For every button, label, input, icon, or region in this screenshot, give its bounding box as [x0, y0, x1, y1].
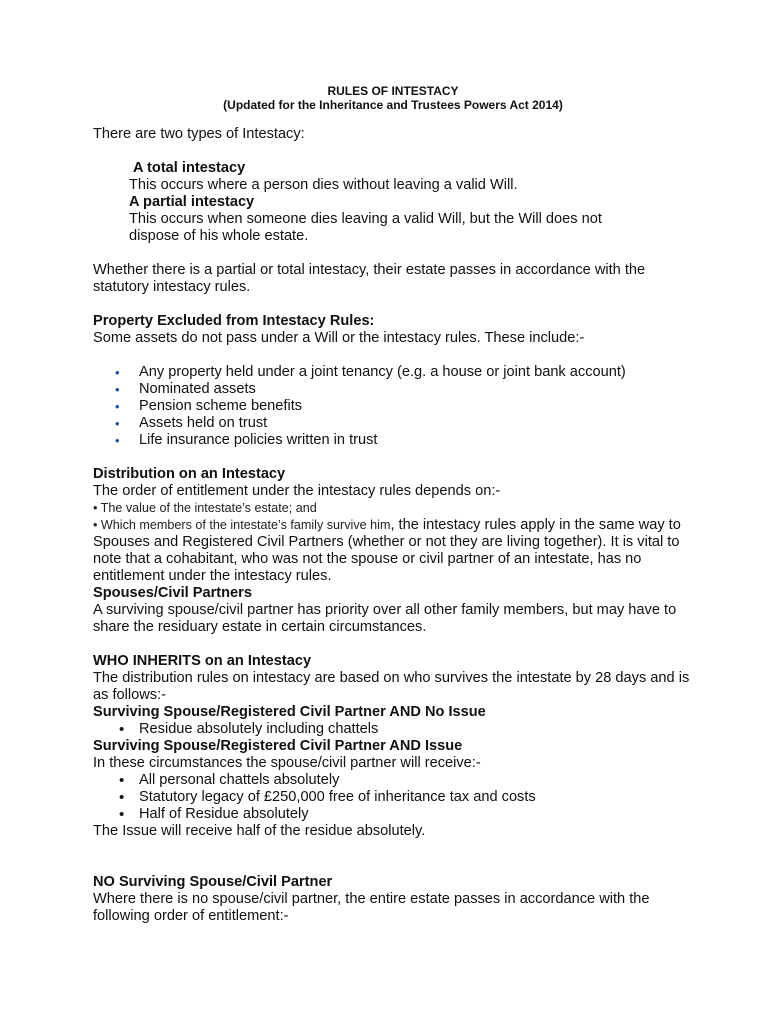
total-intestacy-heading: A total intestacy [133, 160, 246, 176]
issue-heading: Surviving Spouse/Registered Civil Partner AND Issue [93, 738, 463, 754]
spouses-heading: Spouses/Civil Partners [93, 585, 252, 601]
list-item: • Any property held under a joint tenancy (e.g. a house or joint bank account) [93, 364, 693, 381]
distribution-heading: Distribution on an Intestacy [93, 466, 286, 482]
distribution-bullet-value: • The value of the intestate’s estate; and [93, 501, 317, 515]
no-issue-list [93, 721, 693, 738]
distribution-bullet-family [93, 517, 693, 585]
issue-text: In these circumstances the spouse/civil partner will receive:- [93, 755, 481, 771]
list-item: • Half of Residue absolutely [93, 806, 693, 823]
total-intestacy-text: This occurs where a person dies without leaving a valid Will. [129, 177, 518, 193]
who-inherits-heading: WHO INHERITS on an Intestacy [93, 653, 312, 669]
no-spouse-text: Where there is no spouse/civil partner, the entire estate passes in accordance with the following order of entitlement:- [93, 891, 650, 924]
who-inherits-text: The distribution rules on intestacy are based on who survives the intestate by 28 days and is as follows:- [93, 670, 690, 703]
issue-list [93, 772, 693, 823]
distribution-text: The order of entitlement under the intestacy rules depends on:- [93, 483, 501, 499]
spouses-text: A surviving spouse/civil partner has priority over all other family members, but may have to share the residuary estate in certain circumstances. [93, 602, 677, 635]
document-subtitle: (Updated for the Inheritance and Trustees Powers Act 2014) [223, 98, 563, 112]
intro-text: There are two types of Intestacy: [93, 126, 305, 142]
list-item: • Pension scheme benefits [93, 398, 693, 415]
partial-intestacy-heading: A partial intestacy [129, 194, 255, 210]
no-spouse-heading: NO Surviving Spouse/Civil Partner [93, 874, 333, 890]
list-item: • Nominated assets [93, 381, 693, 398]
excluded-text: Some assets do not pass under a Will or the intestacy rules. These include:- [93, 330, 585, 346]
same-way-text: , the intestacy rules apply in the same way to Spouses and Registered Civil Partners (whether or not they are living together). It is vital to note that a cohabitant, who was not the spouse or civil partner of an intestate, has no entitlement under the intestacy rules. [93, 517, 681, 584]
list-item: • Life insurance policies written in trust [93, 432, 693, 449]
partial-intestacy-text: This occurs when someone dies leaving a valid Will, but the Will does not dispose of his whole estate. [129, 211, 602, 244]
family-survive-text: • Which members of the intestate’s family survive him [93, 518, 391, 532]
list-item: • All personal chattels absolutely [93, 772, 693, 789]
whether-paragraph: Whether there is a partial or total intestacy, their estate passes in accordance with the statutory intestacy rules. [93, 262, 646, 295]
excluded-list [93, 364, 693, 449]
document-page [93, 84, 693, 925]
document-title: RULES OF INTESTACY [327, 84, 459, 98]
list-item: • Statutory legacy of £250,000 free of inheritance tax and costs [93, 789, 693, 806]
list-item: • Assets held on trust [93, 415, 693, 432]
excluded-heading: Property Excluded from Intestacy Rules: [93, 313, 375, 329]
list-item: • Residue absolutely including chattels [93, 721, 693, 738]
issue-after-text: The Issue will receive half of the residue absolutely. [93, 823, 426, 839]
no-issue-heading: Surviving Spouse/Registered Civil Partner AND No Issue [93, 704, 486, 720]
